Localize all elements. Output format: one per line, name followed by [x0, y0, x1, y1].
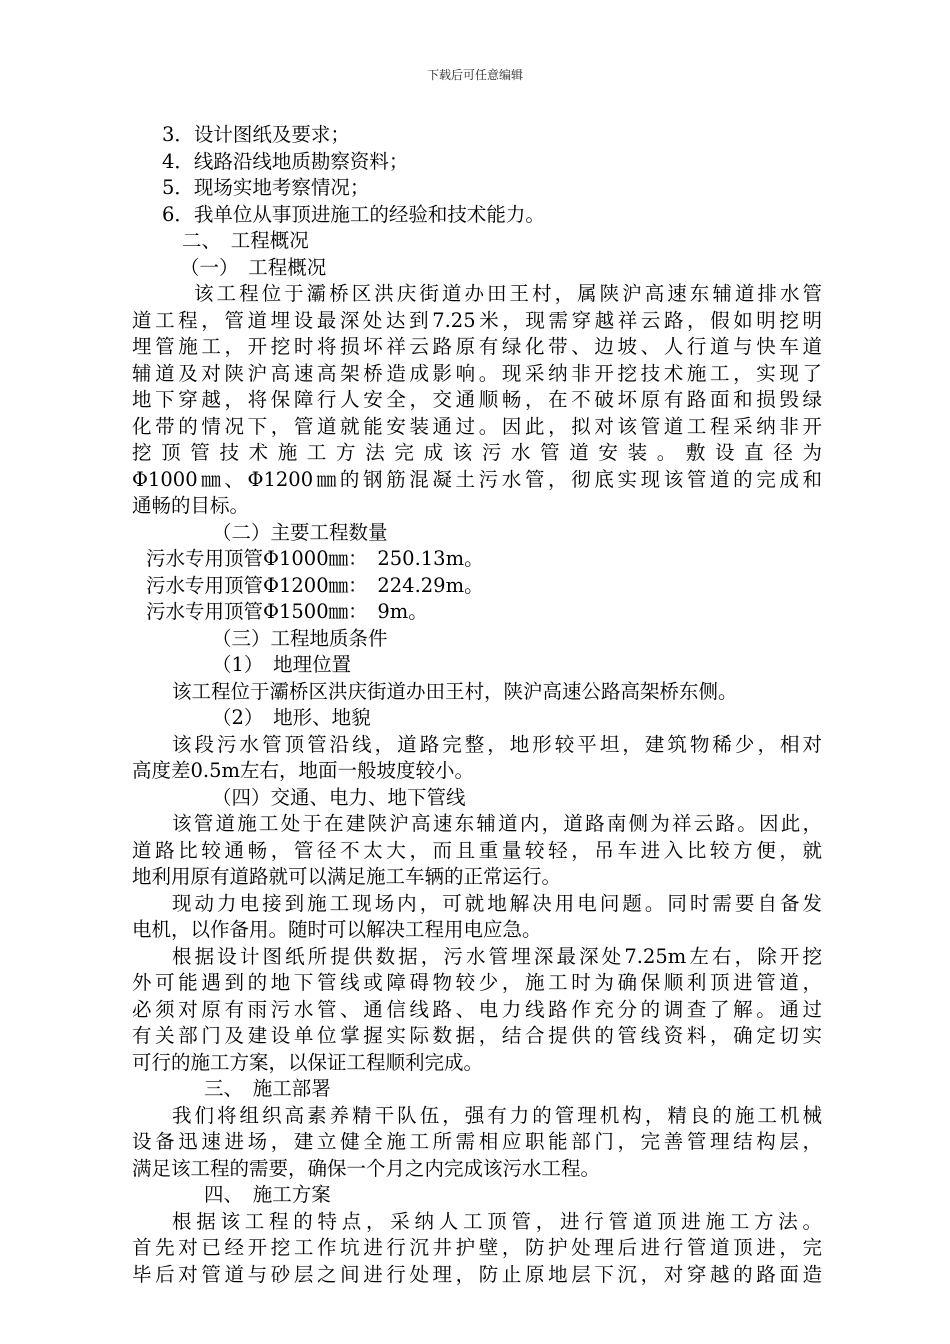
- text-line: 毕后对管道与砂层之间进行处理，防止原地层下沉，对穿越的路面造: [132, 1262, 822, 1286]
- text-line: 可行的施工方案，以保证工程顺利完成。: [132, 1050, 484, 1074]
- text-line: 道路比较通畅，管径不太大，而且重量较轻，吊车进入比较方便，就: [132, 838, 822, 862]
- text-line: 现动力电接到施工现场内，可就地解决用电问题。同时需要自备发: [172, 891, 822, 915]
- text-line: 道工程，管道埋设最深处达到7.25米，现需穿越祥云路，假如明挖明: [132, 308, 822, 332]
- text-line: 根据该工程的特点，采纳人工顶管，进行管道顶进施工方法。: [172, 1209, 822, 1233]
- text-line: 化带的情况下，管道就能安装通过。因此，拟对该管道工程采纳非开: [132, 414, 822, 438]
- text-line: （1） 地理位置: [212, 653, 352, 676]
- text-line: （2） 地形、地貌: [212, 706, 371, 729]
- text-line: 四、 施工方案: [204, 1183, 331, 1206]
- document-body: [132, 122, 822, 1288]
- text-line: 地利用原有道路就可以满足施工车辆的正常运行。: [132, 865, 562, 888]
- text-line: 污水专用顶管Φ1200㎜： 224.29m。: [146, 573, 484, 597]
- text-line: 高度差0.5m左右，地面一般坡度较小。: [132, 759, 475, 782]
- text-line: 有关部门及建设单位掌握实际数据，结合提供的管线资料，确定切实: [132, 1024, 822, 1047]
- page-header: 下载后可任意编辑: [426, 68, 523, 82]
- text-line: 根据设计图纸所提供数据，污水管埋深最深处7.25m左右，除开挖: [172, 944, 822, 968]
- text-line: 该工程位于灞桥区洪庆街道办田王村，属陕沪高速东辅道排水管: [194, 282, 822, 305]
- text-line: 地下穿越，将保障行人安全，交通顺畅，在不破坏原有路面和损毁绿: [132, 388, 822, 411]
- text-line: 我们将组织高素养精干队伍，强有力的管理机构，精良的施工机械: [172, 1103, 822, 1127]
- text-line: 挖顶管技术施工方法完成该污水管道安装。敷设直径为: [132, 441, 822, 464]
- text-line: 污水专用顶管Φ1500㎜： 9m。: [146, 600, 428, 623]
- text-line: 6．我单位从事顶进施工的经验和技术能力。: [162, 202, 545, 226]
- text-line: 设备迅速进场，建立健全施工所需相应职能部门，完善管理结构层，: [132, 1130, 822, 1153]
- text-line: 通畅的目标。: [132, 494, 250, 517]
- text-line: （二）主要工程数量: [212, 520, 388, 544]
- text-line: 4．线路沿线地质勘察资料；: [162, 149, 409, 173]
- text-line: 5．现场实地考察情况；: [162, 176, 370, 199]
- text-line: 3．设计图纸及要求；: [162, 123, 350, 146]
- text-line: 污水专用顶管Φ1000㎜： 250.13m。: [146, 547, 484, 570]
- text-line: 电机，以作备用。随时可以解决工程用电应急。: [132, 918, 542, 941]
- text-line: 外可能遇到的地下管线或障碍物较少，施工时为确保顺利顶进管道，: [132, 971, 822, 994]
- text-line: 该工程位于灞桥区洪庆街道办田王村，陕沪高速公路高架桥东侧。: [172, 679, 738, 703]
- text-line: 满足该工程的需要，确保一个月之内完成该污水工程。: [132, 1156, 601, 1180]
- text-line: 该管道施工处于在建陕沪高速东辅道内，道路南侧为祥云路。因此，: [172, 812, 822, 835]
- text-line: 首先对已经开挖工作坑进行沉井护壁，防护处理后进行管道顶进，完: [132, 1236, 822, 1259]
- text-line: 该段污水管顶管沿线，道路完整，地形较平坦，建筑物稀少，相对: [172, 732, 822, 756]
- text-line: （一） 工程概况: [180, 255, 327, 279]
- text-line: （三）工程地质条件: [212, 626, 388, 650]
- text-line: Φ1000㎜、Φ1200㎜的钢筋混凝土污水管，彻底实现该管道的完成和: [132, 467, 822, 491]
- text-line: （四）交通、电力、地下管线: [212, 785, 466, 809]
- text-line: 必须对原有雨污水管、通信线路、电力线路作充分的调查了解。通过: [132, 997, 822, 1021]
- text-line: 三、 施工部署: [204, 1077, 331, 1100]
- text-line: 辅道及对陕沪高速高架桥造成影响。现采纳非开挖技术施工，实现了: [132, 361, 822, 385]
- text-line: 埋管施工，开挖时将损坏祥云路原有绿化带、边坡、人行道与快车道: [132, 335, 822, 358]
- text-line: 二、 工程概况: [182, 229, 309, 252]
